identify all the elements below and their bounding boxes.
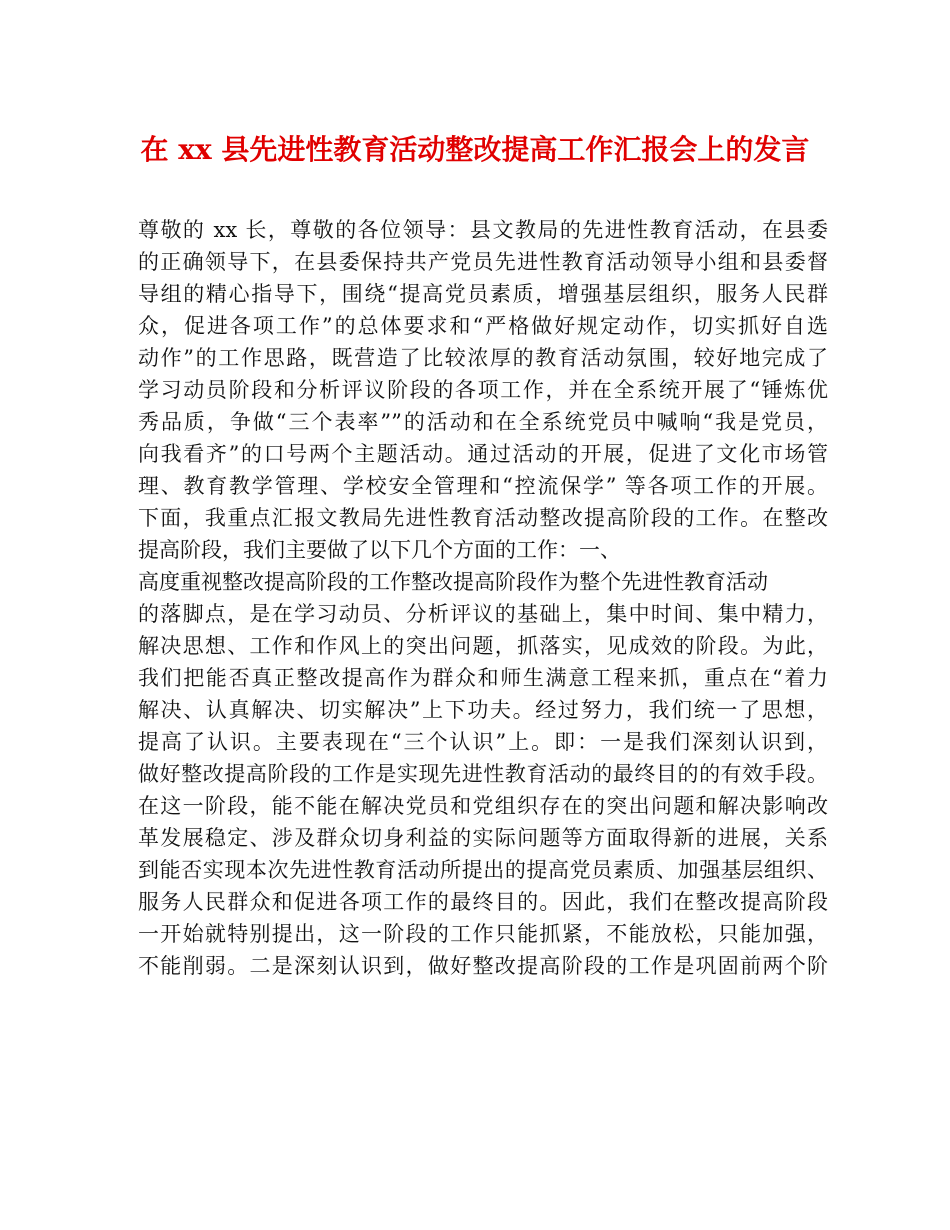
body-line: 秀品质，争做“三个表率””的活动和在全系统党员中喊响“我是党员，: [138, 410, 828, 434]
body-line: 高度重视整改提高阶段的工作整改提高阶段作为整个先进性教育活动: [138, 570, 768, 594]
body-line: 动作”的工作思路，既营造了比较浓厚的教育活动氛围，较好地完成了: [138, 346, 828, 370]
body-line: 的落脚点，是在学习动员、分析评议的基础上，集中时间、集中精力，: [138, 602, 828, 626]
body-line: 不能削弱。二是深刻认识到，做好整改提高阶段的工作是巩固前两个阶: [138, 954, 828, 978]
body-line: 理、教育教学管理、学校安全管理和“控流保学” 等各项工作的开展。: [138, 474, 828, 498]
document-body: [138, 214, 828, 982]
body-line: 尊敬的 xx 长，尊敬的各位领导：县文教局的先进性教育活动，在县委: [138, 218, 828, 242]
body-line: 我们把能否真正整改提高作为群众和师生满意工程来抓，重点在“着力: [138, 666, 828, 690]
body-line: 向我看齐”的口号两个主题活动。通过活动的开展，促进了文化市场管: [138, 442, 828, 466]
body-line: 在这一阶段，能不能在解决党员和党组织存在的突出问题和解决影响改: [138, 794, 828, 818]
body-line: 解决、认真解决、切实解决”上下功夫。经过努力，我们统一了思想，: [138, 698, 828, 722]
document-title: 在 xx 县先进性教育活动整改提高工作汇报会上的发言: [140, 133, 810, 166]
body-line: 众，促进各项工作”的总体要求和“严格做好规定动作，切实抓好自选: [138, 314, 828, 338]
body-line: 下面，我重点汇报文教局先进性教育活动整改提高阶段的工作。在整改: [138, 506, 828, 530]
body-line: 服务人民群众和促进各项工作的最终目的。因此，我们在整改提高阶段: [138, 890, 828, 914]
body-line: 导组的精心指导下，围绕“提高党员素质，增强基层组织，服务人民群: [138, 282, 828, 306]
body-line: 做好整改提高阶段的工作是实现先进性教育活动的最终目的的有效手段。: [138, 762, 828, 786]
body-line: 学习动员阶段和分析评议阶段的各项工作，并在全系统开展了“锤炼优: [138, 378, 828, 402]
body-line: 的正确领导下，在县委保持共产党员先进性教育活动领导小组和县委督: [138, 250, 828, 274]
body-line: 提高阶段，我们主要做了以下几个方面的工作：一、: [138, 538, 621, 562]
body-line: 到能否实现本次先进性教育活动所提出的提高党员素质、加强基层组织、: [138, 858, 828, 882]
body-line: 一开始就特别提出，这一阶段的工作只能抓紧，不能放松，只能加强，: [138, 922, 828, 946]
body-line: 提高了认识。主要表现在“三个认识”上。即：一是我们深刻认识到，: [138, 730, 828, 754]
body-line: 解决思想、工作和作风上的突出问题，抓落实，见成效的阶段。为此，: [138, 634, 828, 658]
body-line: 革发展稳定、涉及群众切身利益的实际问题等方面取得新的进展，关系: [138, 826, 828, 850]
